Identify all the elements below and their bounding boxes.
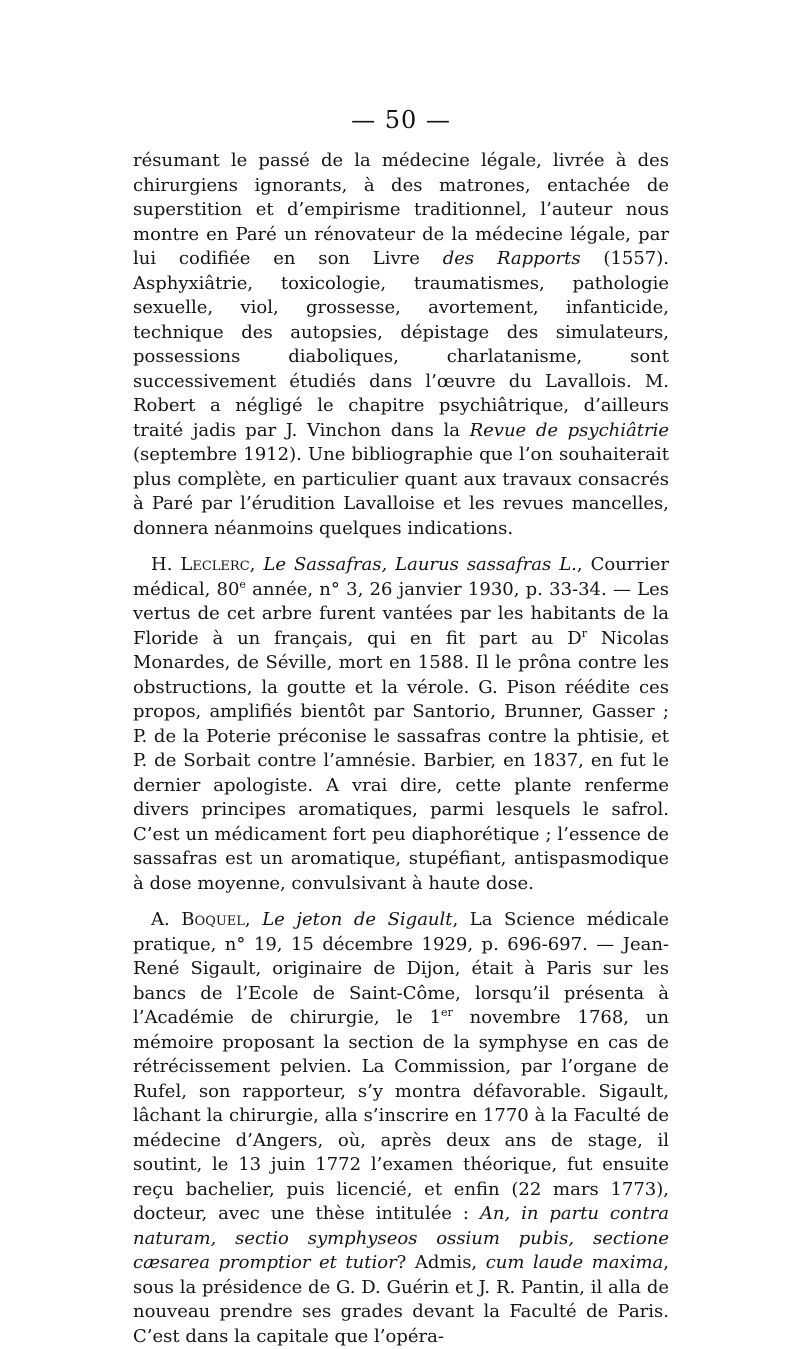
text-run: novembre 1768, un mémoire proposant la section de la symphyse en cas de rétrécissement pelvien. La Commission, par l’organe de Rufel, son rapporteur, s’y montra défavorable. Sigault, lâchant la chirurgie, alla s’inscrire en 1770 à la Faculté de médecine d’Angers, où, après deux ans de stage, il soutint, le 13 juin 1772 l’examen théorique, fut ensuite reçu bachelier, puis licencié, et enfin (22 mars 1773), docteur, avec une thèse intitulée : bbox=[133, 1007, 669, 1224]
text-run: r bbox=[581, 626, 587, 640]
text-run: (1557). Asphyxiâtrie, toxicologie, traumatismes, pathologie sexuelle, viol, grossesse, avortement, infanticide, technique des autopsies, dépistage des simulateurs, possessions diaboliques, charlatanisme, sont successivement étudiés dans l’œuvre du Lavallois. M. Robert a négligé le chapitre psychiâtrique, d’ailleurs traité jadis par J. Vinchon dans la bbox=[133, 248, 669, 441]
text-run: e bbox=[239, 577, 246, 591]
text-run: (septembre 1912). Une bibliographie que l’on souhaiterait plus complète, en particulier quant aux travaux consacrés à Paré par l’érudition Lavalloise et les revues mancelles, donnera néanmoins quelques indications. bbox=[133, 444, 669, 539]
paragraph-1 bbox=[133, 149, 669, 541]
text-run: Boquel bbox=[181, 909, 245, 930]
text-run: , Courrier médical, 80 bbox=[133, 554, 670, 600]
text-run: Leclerc bbox=[180, 554, 250, 575]
text-run: ? Admis, bbox=[396, 1252, 486, 1273]
text-run: , La Science médicale pratique, n° 19, 15 décembre 1929, p. 696-697. — Jean-René Sigault, originaire de Dijon, était à Paris sur les bancs de l’Ecole de Saint-Côme, lorsqu’il présenta à l’Académie de chirurgie, le 1 bbox=[133, 909, 669, 1028]
document-page bbox=[133, 105, 669, 1349]
text-run: Le jeton de Sigault bbox=[262, 909, 453, 930]
text-run: année, n° 3, 26 janvier 1930, p. 33-34. — Les vertus de cet arbre furent vantées par les habitants de la Floride à un français, qui en fit part au D bbox=[133, 578, 670, 649]
paragraph-3 bbox=[133, 908, 669, 1349]
text-run: Nicolas Monardes, de Séville, mort en 1588. Il le prôna contre les obstructions, la goutte et la vérole. G. Pison réédite ces propos, amplifiés bientôt par Santorio, Brunner, Gasser ; P. de la Poterie préconise le sassafras contre la phtisie, et P. de Sorbait contre l’amnésie. Barbier, en 1837, en fut le dernier apologiste. A vrai dire, cette plante renferme divers principes aromatiques, parmi lesquels le safrol. C’est un médicament fort peu diaphorétique ; l’essence de sassafras est un aromatique, stupéfiant, antispasmodique à dose moyenne, convulsivant à haute dose. bbox=[133, 627, 670, 894]
text-run: des Rapports bbox=[442, 248, 581, 269]
text-run: résumant le passé de la médecine légale, livrée à des chirurgiens ignorants, à des matrones, entachée de superstition et d’empirisme traditionnel, l’auteur nous montre en Paré un rénovateur de la médecine légale, par lui codifiée en son Livre bbox=[133, 150, 669, 269]
text-run: , sous la présidence de G. D. Guérin et J. R. Pantin, il alla de nouveau prendre ses grades devant la Faculté de Paris. C’est dans la capitale que l’opéra- bbox=[133, 1252, 669, 1347]
text-run: Le Sassafras, Laurus sassafras L. bbox=[263, 554, 577, 575]
text-run: A. bbox=[151, 909, 182, 930]
page-number: — 50 — bbox=[351, 106, 451, 134]
text-run: , bbox=[244, 909, 263, 930]
paragraph-2 bbox=[133, 553, 669, 896]
text-run: , bbox=[249, 554, 264, 575]
text-run: An, in partu contra naturam, sectio symphyseos ossium pubis, sectione cæsarea promptior et tutior bbox=[133, 1203, 670, 1273]
text-run: H. bbox=[151, 554, 181, 575]
text-run: er bbox=[441, 1006, 453, 1019]
text-run: Revue de psychiâtrie bbox=[469, 419, 669, 441]
text-run: cum laude maxima bbox=[485, 1252, 664, 1273]
